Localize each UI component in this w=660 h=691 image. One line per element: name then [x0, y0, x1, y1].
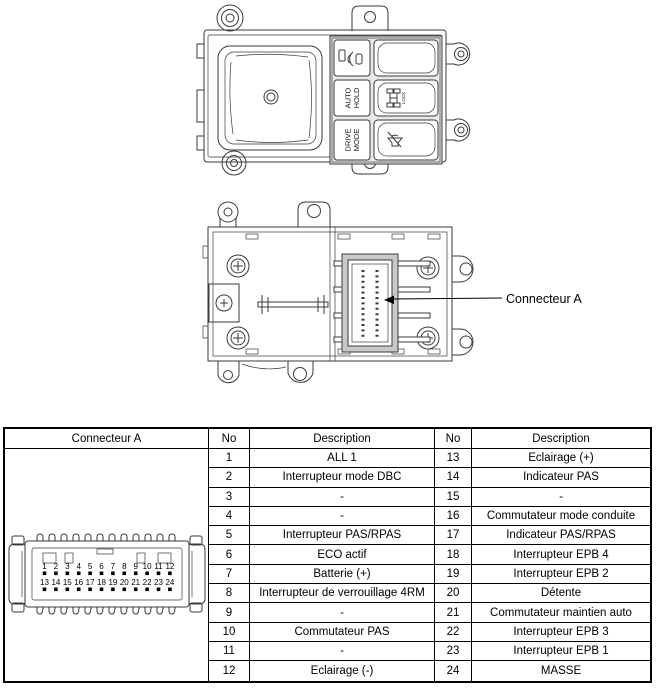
pin-pad [168, 588, 172, 592]
pin-pad [42, 588, 46, 592]
pin-number-cell: 11 [209, 642, 250, 661]
pin-description-cell: - [250, 642, 435, 661]
pin-description-cell: - [250, 507, 435, 526]
leader-line [384, 296, 502, 305]
connector-a-label: Connecteur A [506, 292, 582, 306]
pin-number-label: 2 [53, 562, 58, 571]
pin-number-label: 14 [50, 578, 60, 587]
front-view-drawing [184, 2, 476, 178]
pin-pad [42, 572, 46, 576]
pin-description-cell: - [250, 603, 435, 622]
pin-pad [54, 572, 58, 576]
column-header-desc-left: Description [250, 429, 435, 449]
pin-pad [111, 588, 115, 592]
pin-number-cell: 16 [435, 507, 472, 526]
pin-pad [65, 588, 69, 592]
pin-number-cell: 10 [209, 623, 250, 642]
pin-description-cell: ALL 1 [250, 449, 435, 468]
pin-pad [76, 588, 80, 592]
pin-pad [156, 588, 160, 592]
auto-hold-button [334, 80, 370, 116]
pin-number-cell: 3 [209, 488, 250, 507]
pin-number-cell: 22 [435, 623, 472, 642]
mount-tab-top-center-icon [298, 202, 330, 227]
pin-number-label: 15 [62, 578, 72, 587]
pin-number-cell: 2 [209, 468, 250, 487]
pin-number-label: 8 [121, 562, 127, 571]
pin-number-cell: 7 [209, 565, 250, 584]
pin-pad [88, 588, 92, 592]
mount-ear-top-right-icon [446, 43, 470, 65]
column-header-no-right: No [435, 429, 472, 449]
speaker-mute-button [374, 120, 438, 160]
column-header-no-left: No [209, 429, 250, 449]
pin-number-label: 6 [98, 562, 104, 571]
pin-number-label: 21 [130, 578, 140, 587]
pin-pad [122, 572, 126, 576]
screw-icon [227, 255, 249, 277]
pin-pad [76, 572, 80, 576]
back-view-drawing [180, 198, 600, 404]
pin-number-cell: 15 [435, 488, 472, 507]
pin-number-cell: 12 [209, 661, 250, 680]
pin-description-cell: Eclairage (-) [250, 661, 435, 680]
pin-description-cell: - [250, 488, 435, 507]
pin-number-label: 5 [87, 562, 92, 571]
pin-description-cell: Interrupteur EPB 2 [472, 565, 650, 584]
connector-a [334, 254, 430, 352]
pin-description-cell: Interrupteur EPB 1 [472, 642, 650, 661]
side-screw-block-icon [209, 284, 239, 322]
pin-number-cell: 8 [209, 584, 250, 603]
pin-number-cell: 20 [435, 584, 472, 603]
pin-number-label: 13 [39, 578, 49, 587]
pin-number-cell: 5 [209, 526, 250, 545]
pin-description-cell: Interrupteur de verrouillage 4RM [250, 584, 435, 603]
connector-bottom-teeth-icon [37, 607, 175, 614]
pin-number-label: 4 [75, 562, 81, 571]
drive-mode-label-line1: DRIVE [343, 128, 353, 152]
pin-description-cell: MASSE [472, 661, 650, 680]
blank-button [374, 40, 438, 76]
pin-number-label: 19 [107, 578, 117, 587]
large-switch-face [218, 46, 322, 150]
mount-tab-top-icon [352, 6, 388, 31]
pin-pad [145, 588, 149, 592]
pin-number-label: 3 [64, 562, 70, 571]
pin-number-label: 11 [153, 562, 163, 571]
pin-number-label: 18 [96, 578, 106, 587]
pin-pad [99, 588, 103, 592]
pin-description-cell: Commutateur maintien auto [472, 603, 650, 622]
pin-number-label: 7 [110, 562, 115, 571]
connector-shell-outline [25, 541, 189, 607]
guide-rod-icon [258, 295, 328, 314]
connector-top-teeth-icon [37, 534, 175, 541]
mount-foot-bottom-center-icon [242, 361, 313, 382]
pin-number-label: 9 [132, 562, 138, 571]
pin-number-cell: 13 [435, 449, 472, 468]
mount-boss-bottom-left-icon [222, 151, 246, 175]
pin-number-label: 10 [142, 562, 152, 571]
pin-description-cell: Commutateur mode conduite [472, 507, 650, 526]
pin-number-cell: 21 [435, 603, 472, 622]
column-header-connector: Connecteur A [5, 429, 209, 449]
pin-description-cell: Détente [472, 584, 650, 603]
pin-number-cell: 6 [209, 545, 250, 564]
auto-hold-label-line2: HOLD [352, 87, 361, 109]
pin-number-cell: 1 [209, 449, 250, 468]
connector-pin-diagram [7, 511, 207, 623]
pin-number-cell: 14 [435, 468, 472, 487]
pin-number-label: 24 [164, 578, 174, 587]
pin-description-cell: Indicateur PAS/RPAS [472, 526, 650, 545]
pin-description-cell: Eclairage (+) [472, 449, 650, 468]
pin-pad [122, 588, 126, 592]
pin-number-label: 16 [73, 578, 83, 587]
connector-right-wing-icon [187, 536, 205, 612]
pin-number-label: 22 [142, 578, 152, 587]
pin-number-label: 17 [85, 578, 95, 587]
pin-number-label: 1 [41, 562, 47, 571]
pin-pad [65, 572, 69, 576]
pin-description-cell: Commutateur PAS [250, 623, 435, 642]
pin-description-cell: Interrupteur EPB 4 [472, 545, 650, 564]
pin-description-cell: Interrupteur mode DBC [250, 468, 435, 487]
pin-description-cell: - [472, 488, 650, 507]
pin-pad [99, 572, 103, 576]
four-wheel-lock-button [374, 80, 438, 116]
mount-ear-bottom-right-icon [446, 119, 470, 141]
pin-number-label: 23 [153, 578, 163, 587]
pin-description-cell: Interrupteur PAS/RPAS [250, 526, 435, 545]
pin-pad [168, 572, 172, 576]
pin-pad [133, 588, 137, 592]
column-header-desc-right: Description [472, 429, 650, 449]
pin-number-cell: 9 [209, 603, 250, 622]
lock-label: LOCK [401, 91, 406, 105]
pin-pad [111, 572, 115, 576]
pin-pad [156, 572, 160, 576]
pin-number-cell: 17 [435, 526, 472, 545]
pin-number-cell: 4 [209, 507, 250, 526]
pin-description-cell: Interrupteur EPB 3 [472, 623, 650, 642]
connector-pin-diagram-cell [5, 449, 209, 681]
pin-pad [88, 572, 92, 576]
pin-description-cell: ECO actif [250, 545, 435, 564]
pin-table [3, 427, 652, 683]
pin-number-label: 12 [164, 562, 174, 571]
pin-description-cell: Indicateur PAS [472, 468, 650, 487]
pin-number-label: 20 [119, 578, 129, 587]
connector-left-wing-icon [9, 536, 27, 612]
drive-mode-button [334, 120, 370, 160]
pin-number-cell: 24 [435, 661, 472, 680]
screw-icon [227, 327, 249, 349]
mount-boss-top-left-icon [217, 5, 243, 31]
screw-icon [417, 257, 439, 279]
mount-ear-right-bottom-icon [452, 329, 473, 355]
parking-assist-button [334, 40, 370, 76]
pin-pad [133, 572, 137, 576]
pin-number-cell: 23 [435, 642, 472, 661]
drive-mode-label-line2: MODE [352, 128, 361, 152]
pin-number-cell: 19 [435, 565, 472, 584]
side-clips-icon [197, 44, 204, 150]
pin-number-cell: 18 [435, 545, 472, 564]
pin-pad [145, 572, 149, 576]
pin-pad [54, 588, 58, 592]
auto-hold-label-line1: AUTO [343, 87, 353, 109]
mount-foot-bottom-left-icon [218, 361, 239, 383]
mount-tab-top-left-icon [218, 202, 238, 227]
pin-description-cell: Batterie (+) [250, 565, 435, 584]
mount-ear-right-top-icon [452, 256, 473, 282]
